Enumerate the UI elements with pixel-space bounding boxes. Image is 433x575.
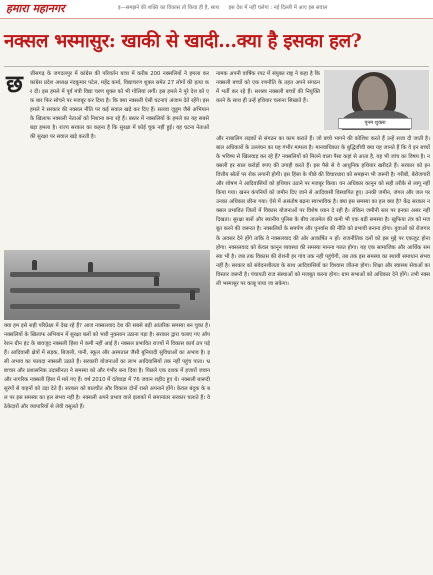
- photo-shape: [10, 304, 180, 309]
- article-column-2-bottom: और नाबालिग लड़कों से संगठन का काम कराते हैं। जो बच्चे भागने की कोशिश करते हैं उन्हें सजा दी जाती है। बाल अधिकारों के उल्लंघन का यह गंभीर मामला है। मानवाधिकार के बुद्धिजीवी क्या यह जानते हैं कि वे इन बच्चों के भविष्य से खिलवाड़ कर रहे हैं? नक्सलियों को मिलने वाला पैसा कहां से आता है, यह भी जांच का विषय है। नक्सली हर साल करोड़ों रुपए की उगाही करते हैं। इस पैसे से वे आधुनिक हथियार खरीदते हैं। सरकार को इन वित्तीय स्रोतों पर रोक लगानी होगी। इस हिंसा के पीछे की विचारधारा को समझना भी जरूरी है। गरीबी, बेरोजगारी और शोषण ने आदिवासियों को हथियार उठाने पर मजबूर किया। वन अधिकार कानून को सही तरीके से लागू नहीं किया गया। खनन कंपनियों को जमीन दिए जाने से आदिवासी विस्थापित हुए। उनकी जमीन, जंगल और जल पर उनका अधिकार छीना गया। ऐसे में असंतोष बढ़ना स्वाभाविक है। क्या इस समस्या का हल क्या है? केंद्र सरकार नक्सल प्रभावित जिलों में विकास योजनाओं पर विशेष ध्यान दे रही है। लेकिन जमीनी स्तर पर इनका असर नहीं दिखता। सुरक्षा बलों और स्थानीय पुलिस के बीच तालमेल की कमी भी एक बड़ी समस्या है। खुफिया तंत्र को मजबूत करने की जरूरत है। नक्सलियों के समर्पण और पुनर्वास की नीति को प्रभावी बनाना होगा। युवाओं को रोजगार के अवसर देने होंगे ताकि वे नक्सलवाद की ओर आकर्षित न हों। राजनीतिक दलों को इस मुद्दे पर एकजुट होना होगा। नक्सलवाद को केवल कानून व्यवस्था की समस्या मानना गलत होगा। यह एक सामाजिक और आर्थिक समस्या भी है। जब तक विकास की रोशनी हर गांव तक नहीं पहुंचेगी, तब तक इस समस्या का स्थायी समाधान संभव नहीं है। सरकार को संवेदनशीलता के साथ आदिवासियों का विश्वास जीतना होगा। शिक्षा और स्वास्थ्य सेवाओं का विस्तार जरूरी है। पंचायती राज संस्थाओं को मजबूत करना होगा। ग्राम सभाओं को अधिकार देने होंगे। तभी नक्सली भस्मासुर पर काबू पाया जा सकेगा।: [216, 136, 430, 287]
- article-photo-main: [4, 250, 210, 320]
- brand-title: हमारा महानगर: [6, 2, 65, 15]
- article-column-1-top: त्तीसगढ़ के जगदलपुर में कांग्रेस की परिवर्तन यात्रा में करीब 200 नक्सलियों ने हमला कर कांग्रेस प्रदेश अध्यक्ष नंदकुमार पटेल, महेंद्र कर्मा, विद्याचरण शुक्ल समेत 27 लोगों की हत्या कर दी। इस हमले में पूर्व मंत्री विद्या चरण शुक्ल को भी गोलियां लगीं। इस हमले ने पूरे देश को एक बार फिर सोचने पर मजबूर कर दिया है। कि क्या नक्सली ऐसी घटनाएं अंजाम देते रहेंगे। इस हमले ने सरकार की नक्सल नीति पर कई सवाल खड़े कर दिए हैं। सलवा जुडूम जैसे अभियान के खिलाफ नक्सली नेताओं को निशाना बना रहे हैं। बस्तर में नक्सलियों के हमले का यह सबसे बड़ा हमला है। राज्य सरकार का कहना है कि सुरक्षा में कोई चूक नहीं हुई। यह घटना नेताओं की सुरक्षा पर सवाल खड़े करती है।: [30, 71, 209, 141]
- photo-shape: [190, 290, 195, 300]
- photo-shape: [32, 260, 37, 270]
- photo-shape: [10, 288, 200, 293]
- drop-cap: छ: [6, 69, 23, 98]
- photo-shape: [88, 262, 93, 272]
- headline-divider: [4, 66, 429, 67]
- top-strip-text-2: इस देश में नहीं चलेगा : नई दिल्ली में आए इस सवाल: [228, 5, 328, 11]
- masthead: [0, 0, 433, 19]
- article-column-1-bottom: क्या हम इसे सही परिप्रेक्ष्य में देख रहे हैं? आज नक्सलवाद देश की सबसे बड़ी आंतरिक समस्या बन चुका है। नक्सलियों के खिलाफ अभियान में सुरक्षा बलों को भारी नुकसान उठाना पड़ा है। सरकार द्वारा चलाए गए ऑपरेशन ग्रीन हंट के बावजूद नक्सली हिंसा में कमी नहीं आई है। नक्सल प्रभावित राज्यों में विकास कार्य ठप पड़े हैं। आदिवासी क्षेत्रों में सड़क, बिजली, पानी, स्कूल और अस्पताल जैसी बुनियादी सुविधाओं का अभाव है। इसी अभाव का फायदा नक्सली उठाते हैं। सरकारी योजनाओं का लाभ आदिवासियों तक नहीं पहुंच पाता। भ्रष्टाचार और प्रशासनिक उदासीनता ने समस्या को और गंभीर बना दिया है। पिछले एक दशक में हजारों जवान और नागरिक नक्सली हिंसा में मारे गए हैं। वर्ष 2010 में दंतेवाड़ा में 76 जवान शहीद हुए थे। नक्सली बारूदी सुरंगों से वाहनों को उड़ा देते हैं। सरकार को बातचीत और विकास दोनों रास्ते अपनाने होंगे। केवल बंदूक के बल पर इस समस्या का हल संभव नहीं है। नक्सली अपने प्रभाव वाले इलाकों में समानांतर सरकार चलाते हैं। वे ठेकेदारों और व्यापारियों से लेवी वसूलते हैं।: [4, 323, 210, 411]
- photo-shape: [10, 272, 160, 277]
- top-strip-text-1: इ—समझने की शक्ति का विकास तो किया ही है, साथ: [118, 5, 219, 11]
- top-strip: [118, 3, 335, 11]
- photo-shape: [154, 276, 159, 286]
- author-photo-caption: पूनम शुक्ला: [338, 118, 412, 129]
- article-column-2-top: नामक अपनी वार्षिक रपट में संयुक्त राष्ट्र ने कहा है कि नक्सली बच्चों को एक रणनीति के तहत अपने संगठन में भर्ती कर रहे हैं। सशस्त्र नक्सली बच्चों की नियुक्ति करने के साथ ही उन्हें हथियार चलाना सिखाते हैं।: [216, 71, 320, 105]
- article-headline: नक्सल भस्मासुर: खाकी से खादी...क्या है इसका हल?: [4, 31, 362, 52]
- author-photo-face: [358, 76, 388, 114]
